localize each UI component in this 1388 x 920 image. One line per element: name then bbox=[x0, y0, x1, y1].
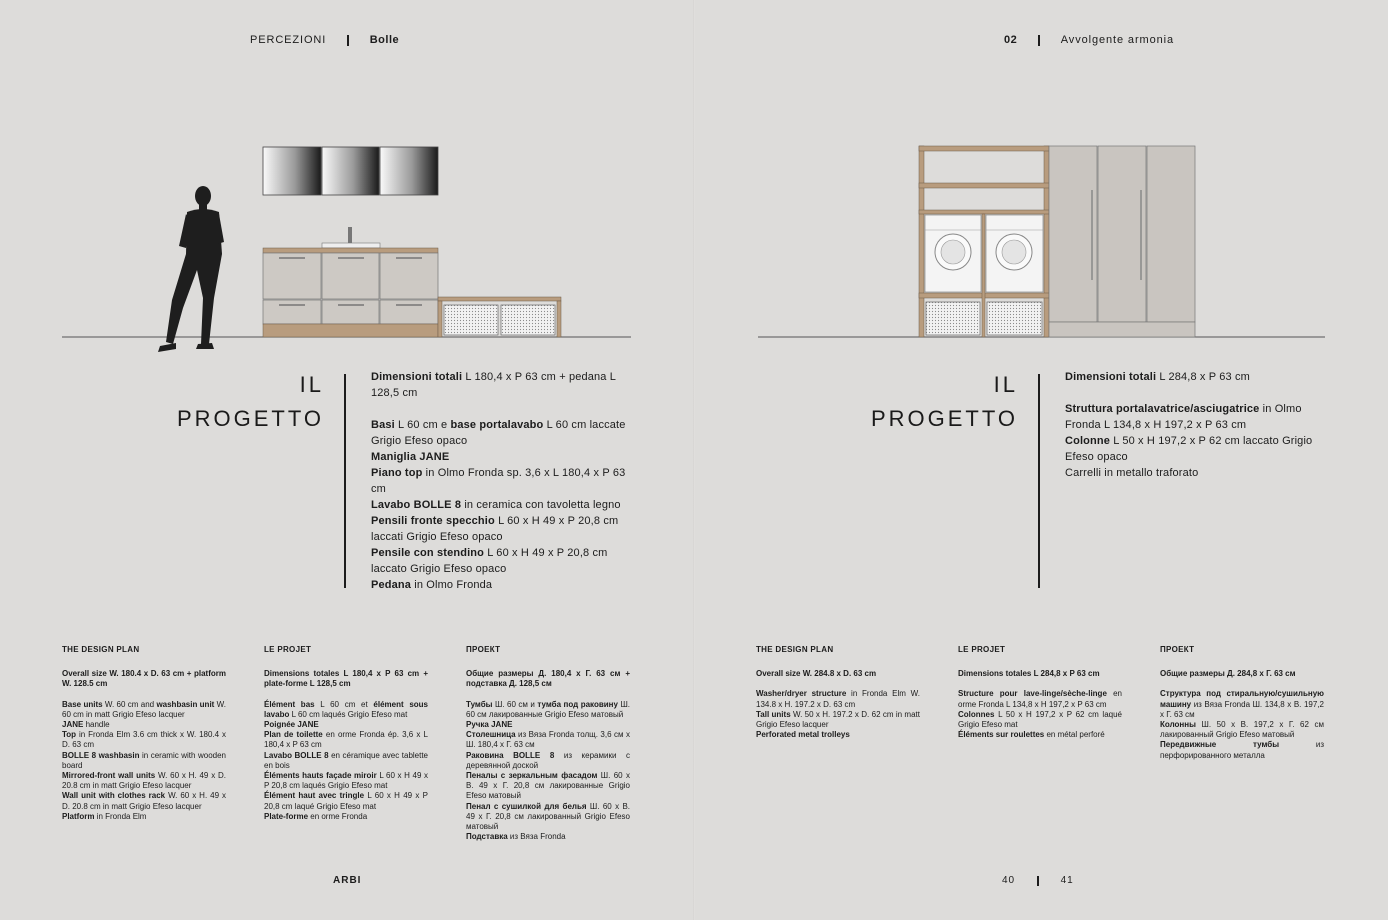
header-right bbox=[1004, 34, 1174, 46]
column-heading: ПРОЕКТ bbox=[466, 645, 501, 654]
column-english bbox=[756, 645, 920, 740]
spec-entry: Dimensions totales L 180,4 x P 63 cm + plate-forme L 128,5 cm bbox=[264, 669, 428, 689]
spec-entry: BOLLE 8 washbasin in ceramic with wooden board bbox=[62, 750, 227, 770]
spec-entry: Plate-forme en orme Fronda bbox=[264, 811, 368, 821]
paragraph-gap bbox=[958, 679, 1122, 689]
spec-entry: JANE handle bbox=[62, 720, 110, 730]
spec-entry: Perforated metal trolleys bbox=[756, 730, 850, 740]
paragraph-gap bbox=[62, 690, 226, 700]
spec-list-italian bbox=[371, 369, 633, 593]
footer-divider bbox=[1037, 876, 1039, 886]
spec-entry: Wall unit with clothes rack W. 60 x H. 49 x D. 20.8 cm in matt Grigio Efeso lacquer bbox=[62, 791, 226, 811]
spec-entry: Plan de toilette en orme Fronda ép. 3,6 x L 180,4 x P 63 cm bbox=[264, 730, 428, 750]
column-heading: THE DESIGN PLAN bbox=[62, 645, 140, 654]
spec-entry: Éléments sur roulettes en métal perforé bbox=[958, 730, 1105, 740]
right-page bbox=[694, 0, 1388, 920]
paragraph-gap bbox=[756, 679, 920, 689]
spec-entry: Передвижные тумбы из перфорированного металла bbox=[1160, 740, 1324, 760]
spec-entry: Lavabo BOLLE 8 en céramique avec tablette en bois bbox=[264, 750, 429, 770]
spec-entry: Пенал с сушилкой для белья Ш. 60 x В. 49 x Г. 20,8 см лакированный Grigio Efeso матовый bbox=[466, 801, 630, 832]
spec-entry: Раковина BOLLE 8 из керамики с деревянной доской bbox=[466, 750, 630, 770]
spec-entry: Колонны Ш. 50 x В. 197,2 x Г. 62 см лакированный Grigio Efeso матовый bbox=[1160, 720, 1324, 740]
subsection-label: Bolle bbox=[369, 34, 400, 46]
spec-entry: Maniglia JANE bbox=[371, 451, 450, 463]
footer-brand bbox=[333, 875, 361, 886]
spec-entry: Dimensioni totali L 284,8 x P 63 cm bbox=[1065, 371, 1250, 383]
paragraph-gap bbox=[466, 690, 630, 700]
chapter-subtitle: Avvolgente armonia bbox=[1060, 34, 1174, 46]
spec-entry: Подставка из Вяза Fronda bbox=[466, 832, 566, 842]
spec-entry: Colonnes L 50 x H 197,2 x P 62 cm laqué Grigio Efeso mat bbox=[958, 709, 1122, 730]
spec-entry: Structure pour lave-linge/sèche-linge en orme Fronda L 134,8 x H 197,2 x P 63 cm bbox=[958, 689, 1122, 709]
laundry-elevation-drawing bbox=[694, 130, 1388, 362]
section-label: PERCEZIONI bbox=[250, 34, 327, 46]
paragraph-gap bbox=[1065, 385, 1327, 401]
spec-entry: Dimensioni totali L 180,4 x P 63 cm + pedana L 128,5 cm bbox=[371, 371, 616, 399]
spec-entry: Élément bas L 60 cm et élément sous lavabo L 60 cm laqués Grigio Efeso mat bbox=[264, 699, 428, 719]
column-english bbox=[62, 645, 226, 822]
spec-entry: Dimensions totales L 284,8 x P 63 cm bbox=[958, 669, 1100, 679]
spec-entry: Pensili fronte specchio L 60 x H 49 x P 20,8 cm laccati Grigio Efeso opaco bbox=[371, 515, 619, 543]
column-french bbox=[958, 645, 1122, 740]
spec-entry: Общие размеры Д. 180,4 x Г. 63 см + подставка Д. 128,5 см bbox=[466, 669, 630, 689]
page-number-right: 41 bbox=[1060, 875, 1074, 886]
spec-entry: Mirrored-front wall units W. 60 x H. 49 x D. 20.8 cm in matt Grigio Efeso lacquer bbox=[62, 771, 227, 791]
page-number-left: 40 bbox=[1002, 875, 1016, 886]
washer-dryer-structure bbox=[919, 146, 1049, 337]
spec-entry: Тумбы Ш. 60 см и тумба под раковину Ш. 60 см лакированные Grigio Efeso матовый bbox=[466, 699, 630, 719]
column-heading: LE PROJET bbox=[958, 645, 1006, 654]
spec-entry: Общие размеры Д. 284,8 x Г. 63 см bbox=[1160, 669, 1296, 679]
spec-entry: Piano top in Olmo Fronda sp. 3,6 x L 180,4 x P 63 cm bbox=[371, 467, 626, 495]
brand-name: ARBI bbox=[333, 875, 362, 886]
spec-entry: Overall size W. 180.4 x D. 63 cm + platform W. 128.5 cm bbox=[62, 669, 226, 689]
footer-page-numbers bbox=[1002, 875, 1074, 886]
project-title: IL PROGETTO bbox=[176, 372, 324, 431]
spec-entry: Poignée JANE bbox=[264, 720, 319, 730]
tall-columns bbox=[1049, 146, 1195, 337]
spec-entry: Lavabo BOLLE 8 in ceramica con tavoletta legno bbox=[371, 499, 621, 511]
spec-entry: Colonne L 50 x H 197,2 x P 62 cm laccato Grigio Efeso opaco bbox=[1065, 435, 1313, 463]
title-divider bbox=[1038, 374, 1040, 588]
spec-entry: Overall size W. 284.8 x D. 63 cm bbox=[756, 669, 877, 679]
spec-entry: Pensile con stendino L 60 x H 49 x P 20,8 cm laccato Grigio Efeso opaco bbox=[371, 547, 608, 575]
spec-entry: Éléments hauts façade miroir L 60 x H 49 x P 20,8 cm laqués Grigio Efeso mat bbox=[264, 771, 429, 791]
spec-entry: Élément haut avec tringle L 60 x H 49 x P 20,8 cm laqué Grigio Efeso mat bbox=[264, 791, 429, 811]
column-french bbox=[264, 645, 428, 822]
chapter-number: 02 bbox=[1004, 34, 1018, 46]
base-cabinets bbox=[263, 253, 438, 324]
column-russian bbox=[466, 645, 630, 842]
bathroom-elevation-drawing bbox=[0, 130, 694, 362]
column-heading: THE DESIGN PLAN bbox=[756, 645, 834, 654]
column-russian bbox=[1160, 645, 1324, 761]
spec-entry: Platform in Fronda Elm bbox=[62, 811, 147, 821]
header-left bbox=[250, 34, 399, 46]
spec-entry: Base units W. 60 cm and washbasin unit W. 60 cm in matt Grigio Efeso lacquer bbox=[62, 699, 226, 719]
paragraph-gap bbox=[1160, 679, 1324, 689]
spec-entry: Washer/dryer structure in Fronda Elm W. 134.8 x H. 197.2 x D. 63 cm bbox=[756, 689, 921, 709]
spec-entry: Top in Fronda Elm 3.6 cm thick x W. 180.4 x D. 63 cm bbox=[62, 730, 226, 750]
spec-entry: Tall units W. 50 x H. 197.2 x D. 62 cm in matt Grigio Efeso lacquer bbox=[756, 709, 920, 730]
spec-entry: Ручка JANE bbox=[466, 720, 513, 730]
spec-entry: Basi L 60 cm e base portalavabo L 60 cm laccate Grigio Efeso opaco bbox=[371, 419, 626, 447]
person-scale-figure bbox=[158, 186, 224, 352]
platform-with-trolleys bbox=[438, 297, 561, 337]
paragraph-gap bbox=[371, 401, 633, 417]
header-divider bbox=[1038, 35, 1040, 46]
spec-entry: Столешница из Вяза Fronda толщ. 3,6 см x Ш. 180,4 x Г. 63 см bbox=[466, 730, 630, 750]
spec-entry: Pedana in Olmo Fronda bbox=[371, 579, 493, 591]
spec-entry: Carrelli in metallo traforato bbox=[1065, 467, 1199, 479]
spec-entry: Структура под стиральную/сушильную машину из Вяза Fronda Ш. 134,8 x В. 197,2 x Г. 63 см bbox=[1160, 689, 1324, 719]
spec-entry: Пеналы с зеркальным фасадом Ш. 60 x В. 49 x Г. 20,8 см лакированные Grigio Efeso матовый bbox=[466, 771, 630, 801]
paragraph-gap bbox=[264, 690, 428, 700]
project-title: IL PROGETTO bbox=[870, 372, 1018, 431]
header-divider bbox=[347, 35, 349, 46]
spec-list-italian bbox=[1065, 369, 1327, 481]
mirror-wall-units bbox=[263, 147, 438, 195]
title-divider bbox=[344, 374, 346, 588]
column-heading: ПРОЕКТ bbox=[1160, 645, 1195, 654]
spec-entry: Struttura portalavatrice/asciugatrice in Olmo Fronda L 134,8 x H 197,2 x P 63 cm bbox=[1065, 403, 1302, 431]
column-heading: LE PROJET bbox=[264, 645, 312, 654]
